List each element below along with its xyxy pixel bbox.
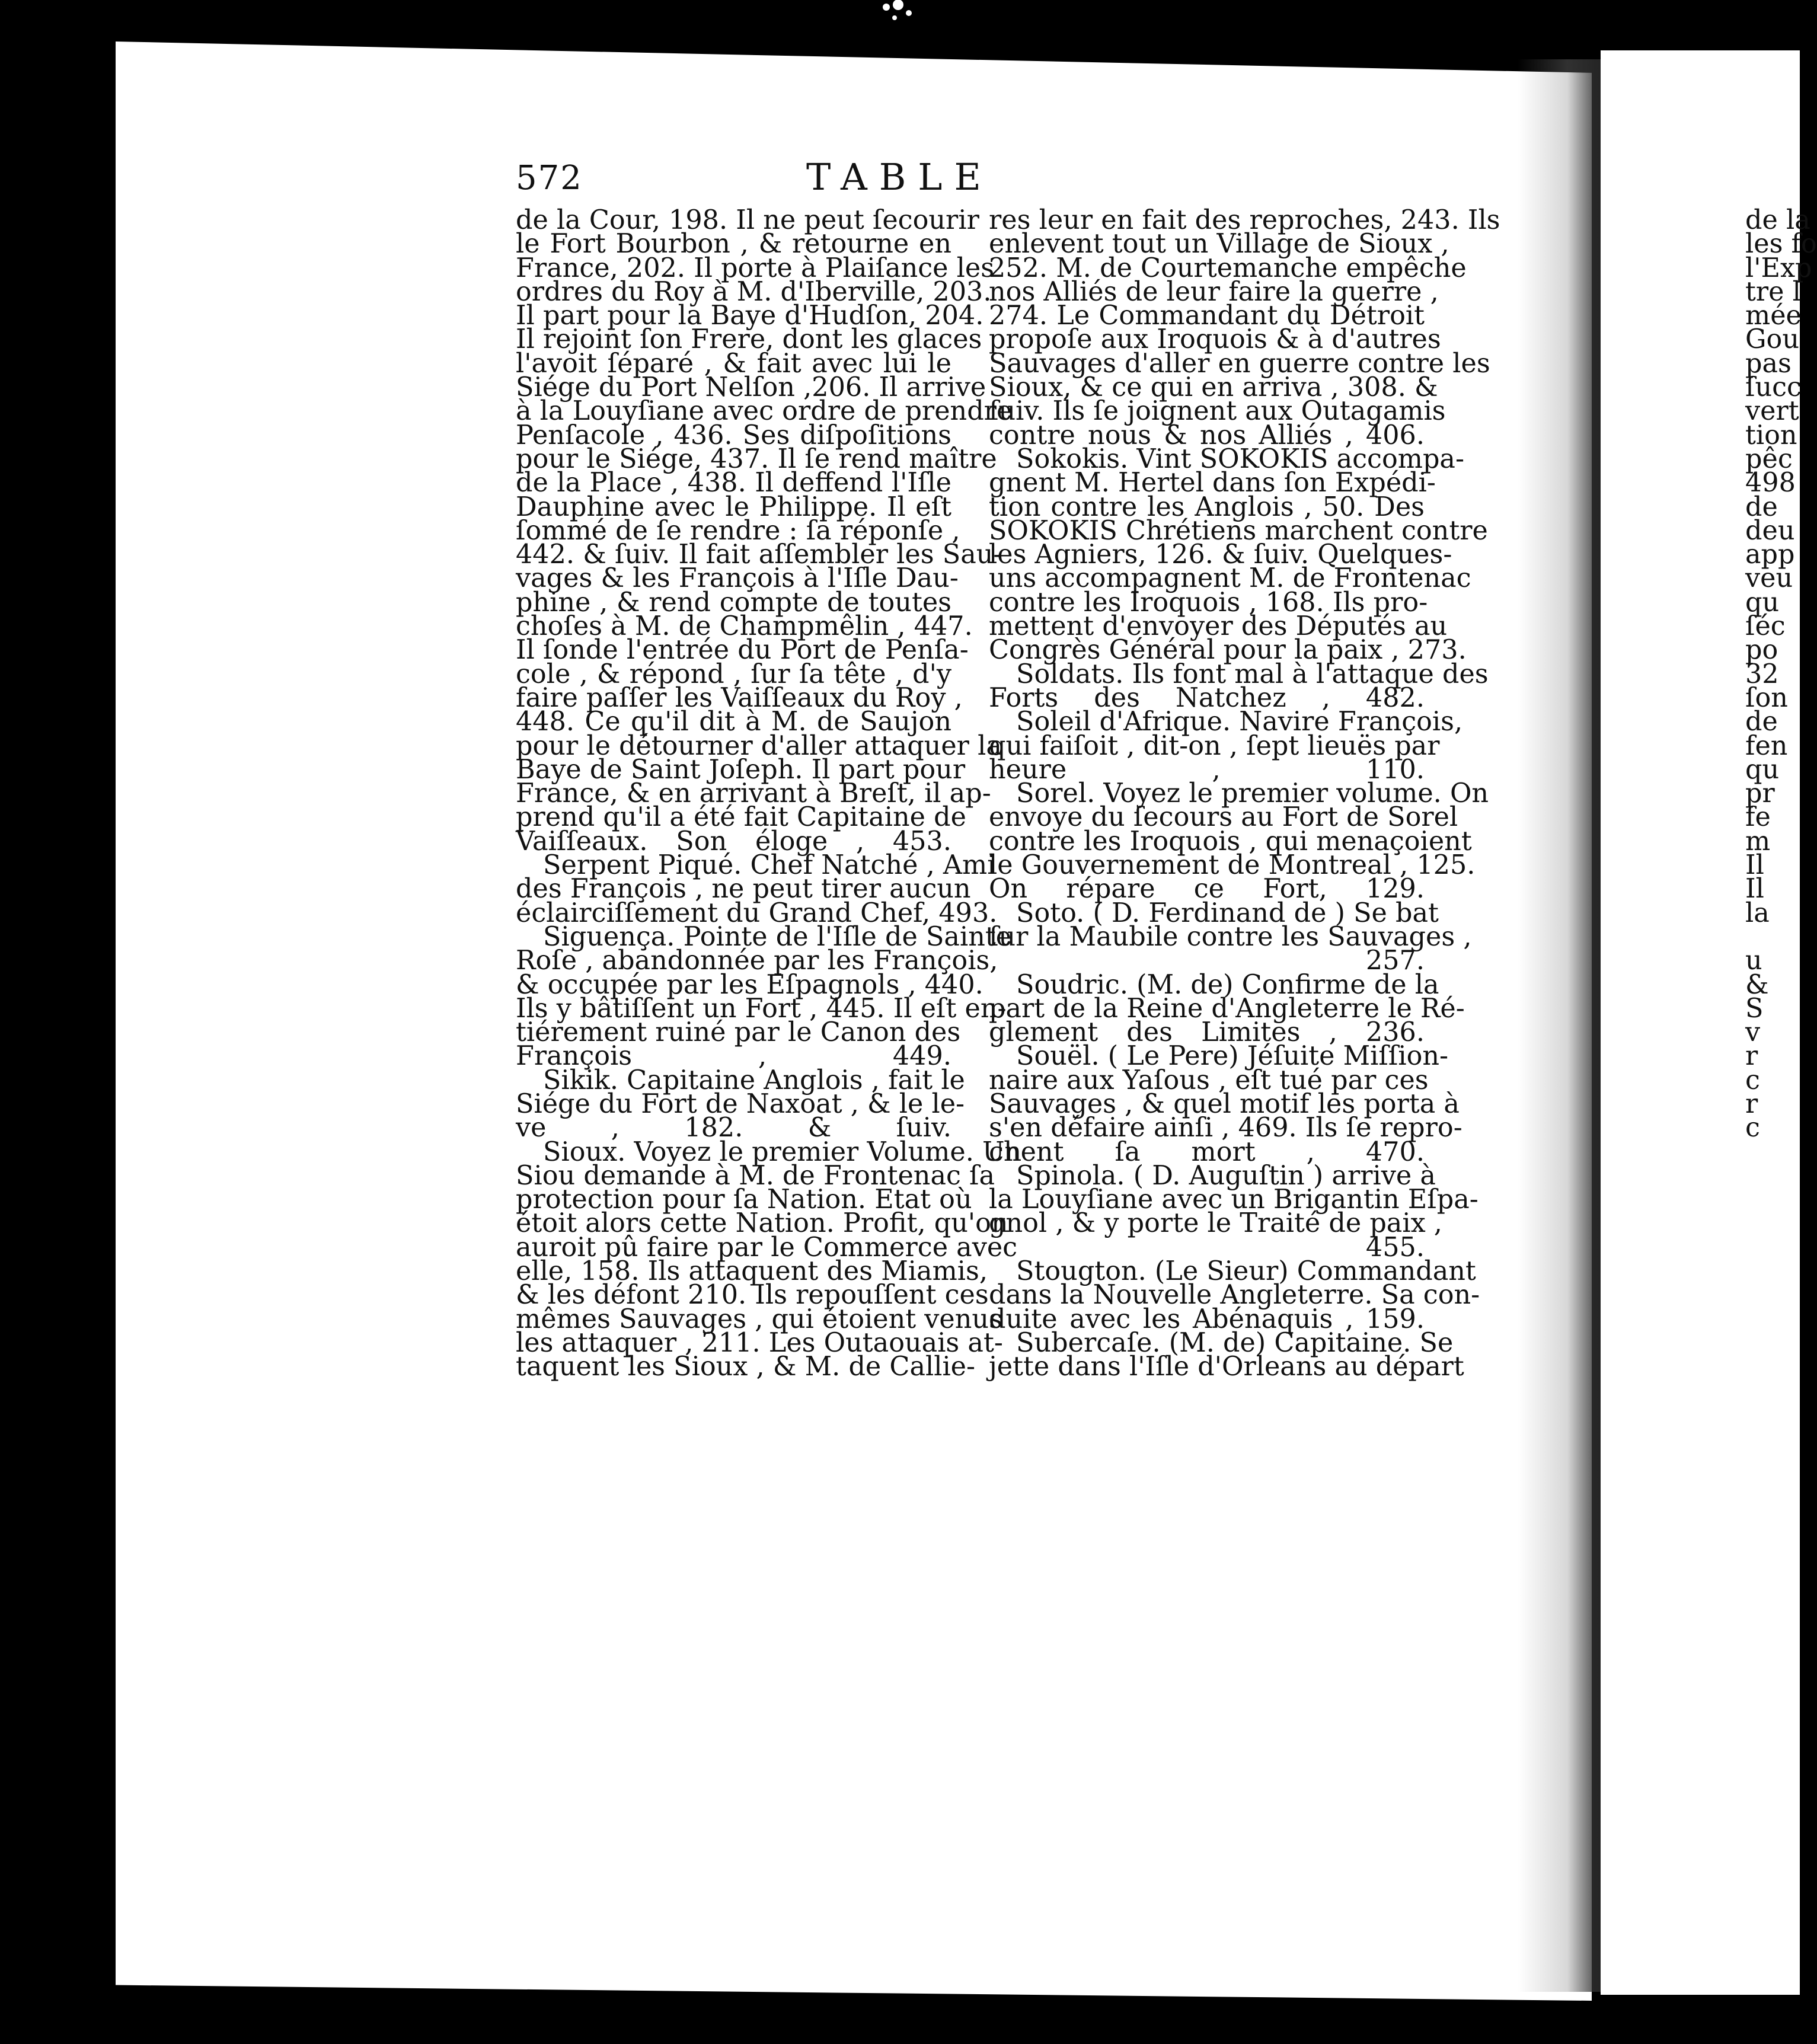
index-line: choſes à M. de Champmêlin , 447. (516, 611, 973, 642)
facing-page-fragment: tre l (1745, 276, 1801, 307)
index-line: 252. M. de Courtemanche empêche (989, 253, 1467, 283)
index-line: Siguença. Pointe de l'Iſle de Sainte (543, 921, 1012, 952)
facing-page-fragment: qu (1745, 754, 1780, 785)
scan-specks (874, 0, 922, 27)
index-line: ſur la Maubile contre les Sauvages , (989, 921, 1472, 952)
index-line: Ils y bâtiſſent un Fort , 445. Il eſt en- (516, 993, 1007, 1024)
facing-page-fragment: app (1745, 539, 1795, 570)
index-line: auroit pû faire par le Commerce avec (516, 1232, 1018, 1263)
index-line: propoſe aux Iroquois & à d'autres (989, 324, 1441, 355)
index-line: Congrès Général pour la paix , 273. (989, 635, 1467, 666)
index-line: Souël. ( Le Pere) Jéſuite Miſſion- (1016, 1041, 1449, 1072)
index-column-left (516, 205, 1022, 1382)
index-line: Roſe , abandonnée par les François, (516, 946, 998, 976)
index-line: Il part pour la Baye d'Hudſon, 204. (516, 301, 984, 331)
index-line: phine , & rend compte de toutes (516, 587, 951, 618)
facing-page-fragments (1745, 205, 1817, 1144)
facing-page-fragment: ſon (1745, 682, 1788, 713)
facing-page-fragment: fe (1745, 802, 1771, 833)
index-line: duite avec les Abénaquis , 159. (989, 1304, 1425, 1334)
index-line: gnent M. Hertel dans ſon Expédi- (989, 468, 1436, 499)
index-line: contre les Iroquois , 168. Ils pro- (989, 587, 1428, 618)
facing-page-fragment: de (1745, 707, 1778, 737)
index-line: Soudric. (M. de) Confirme de la (1016, 969, 1439, 1000)
index-line: mettent d'envoyer des Députés au (989, 611, 1448, 642)
page-number: 572 (516, 159, 583, 197)
facing-page-fragment: S (1745, 993, 1764, 1024)
index-line: ordres du Roy à M. d'Iberville, 203. (516, 276, 992, 307)
index-line: contre nous & nos Alliés , 406. (989, 420, 1425, 451)
index-line: qui faiſoit , dit-on , ſept lieuës par (989, 730, 1440, 761)
index-line: pour le détourner d'aller attaquer la (516, 730, 1002, 761)
index-line: 257. (1365, 946, 1425, 976)
facing-page-fragment: pas (1745, 348, 1792, 379)
index-line: Soldats. Ils font mal à l'attaque des (1016, 659, 1489, 689)
index-line: naire aux Yaſous , eſt tué par ces (989, 1065, 1429, 1096)
index-line: Sauvages , & quel motif les porta à (989, 1088, 1460, 1119)
index-line: mêmes Sauvages , qui étoient venus (516, 1304, 1002, 1334)
index-line: contre les Iroquois , qui menaçoient (989, 826, 1472, 857)
facing-page-fragment: mée (1745, 301, 1802, 331)
facing-page-fragment: fen (1745, 730, 1788, 761)
index-line: vages & les François à l'Iſle Dau- (516, 563, 959, 594)
index-line: Soto. ( D. Ferdinand de ) Se bat (1016, 898, 1439, 928)
facing-page-fragment: deu (1745, 515, 1795, 546)
facing-page-fragment: r (1745, 1088, 1758, 1119)
facing-page-fragment: u (1745, 946, 1762, 976)
index-line: 455. (1365, 1232, 1425, 1263)
index-line: les attaquer , 211. Les Outaouais at- (516, 1327, 1003, 1358)
index-line: res leur en fait des reproches, 243. Ils (989, 205, 1500, 235)
facing-page-fragment: v (1745, 1017, 1761, 1048)
index-line: Penſacole , 436. Ses diſpoſitions (516, 420, 951, 451)
index-line: François , 449. (516, 1041, 951, 1072)
index-line: les Agniers, 126. & ſuiv. Quelques- (989, 539, 1452, 570)
index-line: jette dans l'Iſle d'Orleans au départ (989, 1352, 1464, 1382)
index-line: Vaiſſeaux. Son éloge , 453. (516, 826, 951, 857)
index-column-right (989, 205, 1500, 1382)
index-line: Soleil d'Afrique. Navire François, (1016, 707, 1463, 737)
index-line: ſommé de ſe rendre : ſa réponſe , (516, 515, 960, 546)
index-line: tion contre les Anglois , 50. Des (989, 491, 1425, 522)
facing-page-fragment: 498 (1745, 468, 1796, 499)
index-line: uns accompagnent M. de Frontenac (989, 563, 1471, 594)
facing-page-fragment: c (1745, 1065, 1760, 1096)
index-line: France, & en arrivant à Breſt, il ap- (516, 778, 991, 809)
index-line: Spinola. ( D. Auguſtin ) arrive à (1016, 1160, 1436, 1191)
index-line: elle, 158. Ils attaquent des Miamis, (516, 1256, 988, 1287)
index-line: nos Alliés de leur faire la guerre , (989, 276, 1439, 307)
facing-page-fragment: de la (1745, 205, 1810, 235)
index-line: de la Cour, 198. Il ne peut ſecourir (516, 205, 979, 235)
index-line: cole , & répond , ſur ſa tête , d'y (516, 659, 951, 689)
facing-page-fragment: les fo (1745, 229, 1817, 260)
index-line: pour le Siége, 437. Il ſe rend maître (516, 443, 997, 474)
index-line: Sorel. Voyez le premier volume. On (1016, 778, 1489, 809)
index-line: Subercaſe. (M. de) Capitaine. Se (1016, 1327, 1454, 1358)
facing-page-fragment: po (1745, 635, 1778, 666)
index-line: ve , 182. & ſuiv. (516, 1113, 951, 1144)
index-line: 442. & ſuiv. Il fait aſſembler les Sau- (516, 539, 1002, 570)
index-line: prend qu'il a été fait Capitaine de (516, 802, 966, 833)
facing-page-fragment: la (1745, 898, 1770, 928)
index-line: heure , 110. (989, 754, 1425, 785)
index-line: éclairciſſement du Grand Chef, 493. (516, 898, 998, 928)
facing-page-fragment: r (1745, 1041, 1758, 1072)
index-line: Stougton. (Le Sieur) Commandant (1016, 1256, 1476, 1287)
facing-page-fragment: de (1745, 491, 1778, 522)
index-line: Sauvages d'aller en guerre contre les (989, 348, 1490, 379)
index-line: la Louyſiane avec un Brigantin Eſpa- (989, 1184, 1478, 1215)
facing-page-fragment: Gou (1745, 324, 1799, 355)
index-line: Sioux. Voyez le premier Volume. Un (543, 1136, 1022, 1167)
index-line: Sokokis. Vint SOKOKIS accompa- (1016, 443, 1465, 474)
facing-page-fragment: m (1745, 826, 1771, 857)
facing-page-fragment: qu (1745, 587, 1780, 618)
index-line: envoye du ſecours au Fort de Sorel (989, 802, 1458, 833)
index-line: Sikik. Capitaine Anglois , fait le (543, 1065, 965, 1096)
index-line: gnol , & y porte le Traité de paix , (989, 1208, 1442, 1239)
index-line: & occupée par les Eſpagnols , 440. (516, 969, 983, 1000)
facing-page-fragment: Il (1745, 850, 1764, 881)
index-line: ſuiv. Ils ſe joignent aux Outagamis (989, 396, 1446, 427)
index-line: le Gouvernement de Montreal , 125. (989, 850, 1476, 881)
index-line: Siége du Port Nelſon ,206. Il arrive (516, 372, 986, 403)
index-line: Siou demande à M. de Frontenac ſa (516, 1160, 995, 1191)
index-line: taquent les Sioux , & M. de Callie- (516, 1352, 976, 1382)
facing-page-fragment: veu (1745, 563, 1793, 594)
facing-page-fragment: & (1745, 969, 1769, 1000)
index-line: glement des Limites , 236. (989, 1017, 1425, 1048)
facing-page-fragment: 32 (1745, 659, 1779, 689)
index-line: & les défont 210. Ils repouſſent ces (516, 1280, 989, 1311)
index-line: faire paſſer les Vaiſſeaux du Roy , (516, 682, 963, 713)
facing-page-fragment: vert (1745, 396, 1799, 427)
page-header (516, 155, 1429, 209)
index-line: Siége du Fort de Naxoat , & le le- (516, 1088, 965, 1119)
index-line: part de la Reine d'Angleterre le Ré- (989, 993, 1465, 1024)
index-line: Dauphine avec le Philippe. Il eſt (516, 491, 951, 522)
facing-page-fragment: l'Exp (1745, 253, 1812, 283)
index-line: Serpent Piqué. Chef Natché , Ami (543, 850, 996, 881)
index-line: Sioux, & ce qui en arriva , 308. & (989, 372, 1438, 403)
index-line: Il ſonde l'entrée du Port de Penſa- (516, 635, 969, 666)
facing-page-fragment: pr (1745, 778, 1775, 809)
index-line: à la Louyſiane avec ordre de prendre (516, 396, 1013, 427)
index-line: Forts des Natchez , 482. (989, 682, 1425, 713)
facing-page-fragment: tion (1745, 420, 1797, 451)
index-line: le Fort Bourbon , & retourne en (516, 229, 951, 260)
index-line: protection pour ſa Nation. Etat où (516, 1184, 972, 1215)
index-line: des François , ne peut tirer aucun (516, 874, 971, 905)
facing-page-fragment: ſucc (1745, 372, 1802, 403)
facing-page-fragment: pêc (1745, 443, 1793, 474)
index-line: tiérement ruiné par le Canon des (516, 1017, 961, 1048)
index-line: dans la Nouvelle Angleterre. Sa con- (989, 1280, 1480, 1311)
facing-page-fragment: c (1745, 1113, 1760, 1144)
index-line: de la Place , 438. Il deffend l'Iſle (516, 468, 951, 499)
index-line: enlevent tout un Village de Sioux , (989, 229, 1449, 260)
index-line: On répare ce Fort, 129. (989, 874, 1425, 905)
index-line: 448. Ce qu'il dit à M. de Saujon (516, 707, 951, 737)
facing-page-fragment: ſéc (1745, 611, 1786, 642)
index-line: France, 202. Il porte à Plaiſance les (516, 253, 995, 283)
index-line: l'avoit ſéparé , & fait avec lui le (516, 348, 951, 379)
index-line: Baye de Saint Joſeph. Il part pour (516, 754, 966, 785)
index-line: s'en défaire ainſi , 469. Ils ſe repro- (989, 1113, 1462, 1144)
index-line: chent ſa mort , 470. (989, 1136, 1425, 1167)
gutter-shadow (1518, 59, 1601, 1992)
index-line: Il rejoint ſon Frere, dont les glaces (516, 324, 982, 355)
index-line: SOKOKIS Chrétiens marchent contre (989, 515, 1488, 546)
facing-page-fragment: Il (1745, 874, 1764, 905)
index-line: 274. Le Commandant du Détroit (989, 301, 1425, 331)
running-title: TABLE (806, 155, 993, 199)
index-line: étoit alors cette Nation. Profit, qu'on (516, 1208, 1008, 1239)
